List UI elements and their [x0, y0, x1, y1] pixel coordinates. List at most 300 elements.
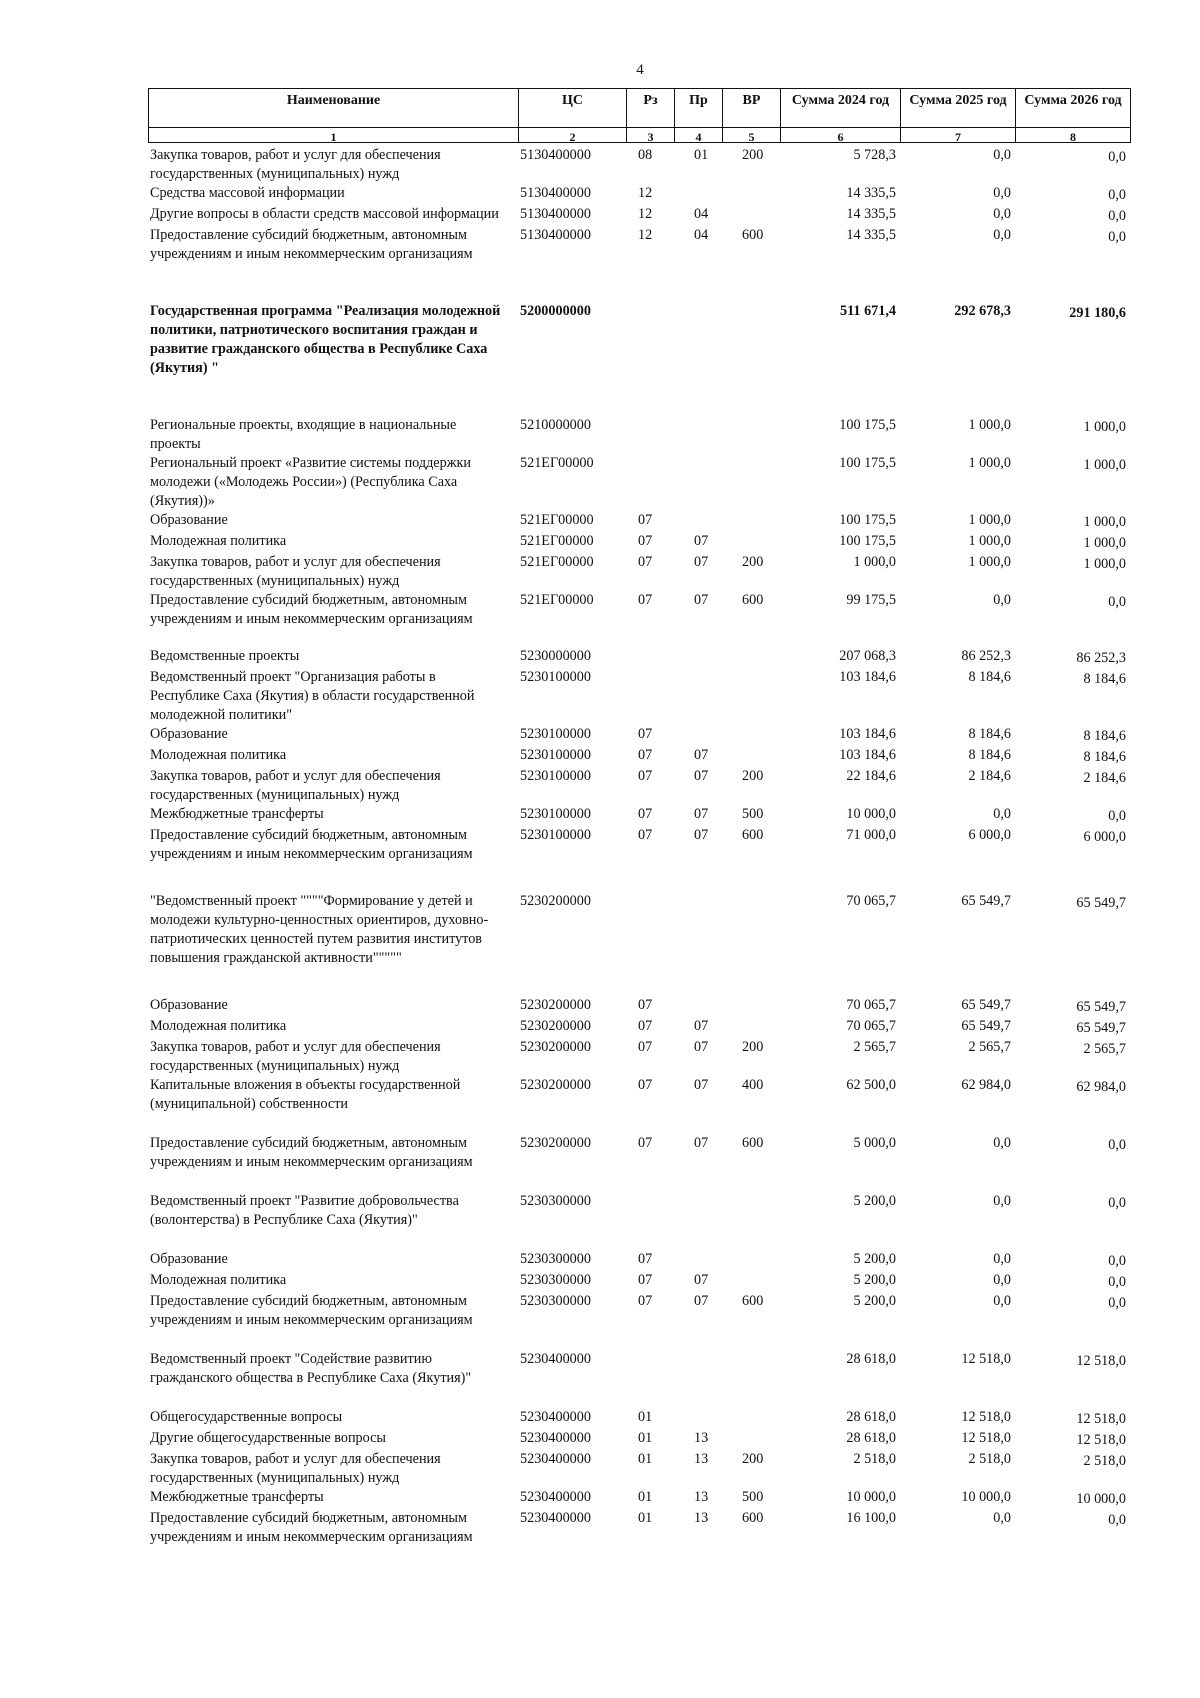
row-vr-code: [722, 996, 780, 1017]
row-vr-code: [722, 302, 780, 416]
row-sum-2024: 10 000,0: [846, 806, 896, 822]
table-row: [148, 1271, 1130, 1292]
row-sum-2025: 0,0: [993, 227, 1011, 243]
row-pr-code: [674, 996, 722, 1017]
col-number: 3: [627, 128, 675, 143]
row-cs-code: 5230200000: [520, 1135, 591, 1151]
row-sum-2025: 1 000,0: [968, 533, 1011, 549]
row-rz-code: [626, 454, 674, 511]
row-sum-2024: 5 200,0: [853, 1193, 896, 1209]
row-pr-code: [674, 416, 722, 454]
row-name: Государственная программа "Реализация молодежной политики, патриотического воспитания граждан и развитие гражданского общества в Республике Саха (Якутия) ": [150, 303, 501, 376]
row-vr-code: 400: [742, 1077, 764, 1093]
row-sum-2024: 28 618,0: [846, 1409, 896, 1425]
row-vr-code: [722, 1429, 780, 1450]
row-sum-2024: 5 200,0: [853, 1251, 896, 1267]
row-sum-2024: 2 518,0: [853, 1451, 896, 1467]
col-header-rz: Рз: [627, 89, 675, 128]
row-rz-code: 07: [638, 533, 653, 549]
col-header-name: Наименование: [149, 89, 519, 128]
row-rz-code: 12: [638, 227, 653, 243]
row-pr-code: 07: [694, 1018, 709, 1034]
row-sum-2025: 65 549,7: [961, 893, 1011, 909]
row-sum-2025: 2 518,0: [968, 1451, 1011, 1467]
row-sum-2025: 0,0: [993, 147, 1011, 163]
row-cs-code: 5210000000: [520, 417, 591, 433]
row-sum-2026: 12 518,0: [1076, 1353, 1126, 1369]
row-pr-code: [674, 302, 722, 416]
table-row: [148, 454, 1130, 511]
table-row: [148, 1429, 1130, 1450]
row-vr-code: 500: [742, 806, 764, 822]
row-pr-code: 04: [694, 206, 709, 222]
row-pr-code: [674, 647, 722, 668]
row-sum-2025: 8 184,6: [968, 669, 1011, 685]
row-rz-code: [626, 416, 674, 454]
table-row: [148, 591, 1130, 647]
row-rz-code: [626, 1192, 674, 1250]
row-cs-code: 5230200000: [520, 997, 591, 1013]
row-sum-2025: 12 518,0: [961, 1430, 1011, 1446]
row-vr-code: [722, 454, 780, 511]
row-cs-code: 5230300000: [520, 1251, 591, 1267]
row-name: Ведомственный проект "Развитие добровольчества (волонтерства) в Республике Саха (Якутия)": [150, 1193, 459, 1228]
row-sum-2026: 0,0: [1108, 808, 1126, 824]
row-rz-code: 08: [638, 147, 653, 163]
row-pr-code: 07: [694, 592, 709, 608]
table-row: [148, 1192, 1130, 1250]
col-header-cs: ЦС: [519, 89, 627, 128]
row-cs-code: 5130400000: [520, 147, 591, 163]
table-row: [148, 146, 1130, 184]
row-sum-2025: 12 518,0: [961, 1351, 1011, 1367]
row-sum-2026: 12 518,0: [1076, 1432, 1126, 1448]
col-number: 1: [149, 128, 519, 143]
row-rz-code: 07: [638, 1293, 653, 1309]
row-vr-code: [722, 647, 780, 668]
table-row: [148, 205, 1130, 226]
row-pr-code: 07: [694, 1293, 709, 1309]
row-name: Предоставление субсидий бюджетным, автономным учреждениям и иным некоммерческим организациям: [150, 827, 473, 862]
row-cs-code: 5230100000: [520, 806, 591, 822]
row-vr-code: 600: [742, 1135, 764, 1151]
row-sum-2024: 14 335,5: [846, 227, 896, 243]
table-row: [148, 1450, 1130, 1488]
col-header-vr: ВР: [723, 89, 781, 128]
row-pr-code: 04: [694, 227, 709, 243]
row-sum-2025: 0,0: [993, 806, 1011, 822]
row-name: Региональный проект «Развитие системы поддержки молодежи («Молодежь России») (Республика Саха (Якутия))»: [150, 455, 471, 509]
row-sum-2025: 1 000,0: [968, 512, 1011, 528]
row-name: Закупка товаров, работ и услуг для обеспечения государственных (муниципальных) нужд: [150, 1451, 441, 1486]
row-sum-2024: 22 184,6: [846, 768, 896, 784]
row-sum-2024: 511 671,4: [840, 303, 896, 319]
row-sum-2024: 14 335,5: [846, 206, 896, 222]
row-vr-code: [722, 205, 780, 226]
row-sum-2026: 8 184,6: [1083, 671, 1126, 687]
row-pr-code: [674, 184, 722, 205]
table-row: [148, 184, 1130, 205]
table-row: [148, 1509, 1130, 1547]
row-pr-code: [674, 1408, 722, 1429]
row-sum-2025: 0,0: [993, 1135, 1011, 1151]
row-sum-2026: 8 184,6: [1083, 728, 1126, 744]
row-sum-2025: 0,0: [993, 592, 1011, 608]
row-cs-code: 5230000000: [520, 648, 591, 664]
row-pr-code: 07: [694, 533, 709, 549]
row-pr-code: [674, 668, 722, 725]
row-name: Ведомственный проект "Организация работы в Республике Саха (Якутия) в области государственной молодежной политики": [150, 669, 475, 723]
table-row: [148, 511, 1130, 532]
row-rz-code: 07: [638, 827, 653, 843]
row-pr-code: 07: [694, 806, 709, 822]
row-sum-2025: 0,0: [993, 1193, 1011, 1209]
row-sum-2024: 62 500,0: [846, 1077, 896, 1093]
row-cs-code: 5230300000: [520, 1293, 591, 1309]
table-header: [148, 88, 1131, 143]
row-sum-2024: 28 618,0: [846, 1430, 896, 1446]
row-cs-code: 521ЕГ00000: [520, 455, 594, 471]
row-name: Предоставление субсидий бюджетным, автономным учреждениям и иным некоммерческим организациям: [150, 1293, 473, 1328]
row-sum-2024: 5 200,0: [853, 1272, 896, 1288]
row-sum-2026: 2 184,6: [1083, 770, 1126, 786]
row-vr-code: 200: [742, 1451, 764, 1467]
row-sum-2025: 10 000,0: [961, 1489, 1011, 1505]
row-pr-code: 07: [694, 1039, 709, 1055]
page-number: 4: [636, 62, 644, 78]
row-name: Общегосударственные вопросы: [150, 1409, 343, 1425]
row-vr-code: [722, 668, 780, 725]
row-sum-2025: 0,0: [993, 1272, 1011, 1288]
col-number: 2: [519, 128, 627, 143]
row-name: Закупка товаров, работ и услуг для обеспечения государственных (муниципальных) нужд: [150, 554, 441, 589]
col-header-sum-2024: Сумма 2024 год: [781, 89, 901, 128]
row-name: Предоставление субсидий бюджетным, автономным учреждениям и иным некоммерческим организациям: [150, 227, 473, 262]
row-sum-2026: 1 000,0: [1083, 457, 1126, 473]
row-cs-code: 5230200000: [520, 893, 591, 909]
row-sum-2024: 103 184,6: [839, 669, 896, 685]
row-rz-code: 12: [638, 206, 653, 222]
table-row: [148, 1250, 1130, 1271]
table-row: [148, 746, 1130, 767]
row-sum-2024: 10 000,0: [846, 1489, 896, 1505]
row-name: Молодежная политика: [150, 1018, 287, 1034]
row-sum-2026: 0,0: [1108, 594, 1126, 610]
row-name: Предоставление субсидий бюджетным, автономным учреждениям и иным некоммерческим организациям: [150, 592, 473, 627]
row-pr-code: 13: [694, 1510, 709, 1526]
row-sum-2024: 100 175,5: [839, 417, 896, 433]
row-sum-2025: 0,0: [993, 1293, 1011, 1309]
row-sum-2026: 1 000,0: [1083, 419, 1126, 435]
row-pr-code: [674, 454, 722, 511]
table-row: [148, 1408, 1130, 1429]
row-sum-2025: 0,0: [993, 185, 1011, 201]
row-sum-2024: 100 175,5: [839, 455, 896, 471]
row-rz-code: 07: [638, 554, 653, 570]
row-sum-2026: 2 518,0: [1083, 1453, 1126, 1469]
row-vr-code: [722, 1192, 780, 1250]
row-rz-code: 07: [638, 997, 653, 1013]
row-vr-code: [722, 1350, 780, 1408]
row-sum-2026: 65 549,7: [1076, 895, 1126, 911]
table-row: [148, 668, 1130, 725]
row-vr-code: [722, 184, 780, 205]
table-row: [148, 416, 1130, 454]
row-sum-2026: 1 000,0: [1083, 514, 1126, 530]
row-sum-2025: 0,0: [993, 1251, 1011, 1267]
row-sum-2024: 5 000,0: [853, 1135, 896, 1151]
row-vr-code: [722, 1408, 780, 1429]
row-sum-2025: 2 565,7: [968, 1039, 1011, 1055]
row-rz-code: 07: [638, 1018, 653, 1034]
table-row: [148, 725, 1130, 746]
row-cs-code: 5230200000: [520, 1039, 591, 1055]
row-cs-code: 5230400000: [520, 1451, 591, 1467]
table-row: [148, 892, 1130, 996]
row-cs-code: 521ЕГ00000: [520, 512, 594, 528]
row-sum-2024: 70 065,7: [846, 1018, 896, 1034]
row-name: Молодежная политика: [150, 747, 287, 763]
row-cs-code: 5130400000: [520, 185, 591, 201]
row-vr-code: [722, 511, 780, 532]
table-row: [148, 226, 1130, 302]
row-vr-code: [722, 746, 780, 767]
row-pr-code: [674, 1350, 722, 1408]
row-name: Образование: [150, 1251, 228, 1267]
row-sum-2024: 1 000,0: [853, 554, 896, 570]
row-sum-2025: 1 000,0: [968, 417, 1011, 433]
row-name: Другие общегосударственные вопросы: [150, 1430, 386, 1446]
row-pr-code: 07: [694, 554, 709, 570]
row-vr-code: [722, 416, 780, 454]
row-sum-2024: 103 184,6: [839, 747, 896, 763]
row-name: Межбюджетные трансферты: [150, 1489, 324, 1505]
table-row: [148, 532, 1130, 553]
row-cs-code: 521ЕГ00000: [520, 554, 594, 570]
row-pr-code: [674, 725, 722, 746]
row-sum-2024: 207 068,3: [839, 648, 896, 664]
row-pr-code: 01: [694, 147, 709, 163]
table-row: [148, 1017, 1130, 1038]
col-number: 4: [675, 128, 723, 143]
row-pr-code: 07: [694, 827, 709, 843]
row-name: Образование: [150, 512, 228, 528]
row-cs-code: 5230400000: [520, 1489, 591, 1505]
row-rz-code: 01: [638, 1451, 653, 1467]
row-sum-2026: 10 000,0: [1076, 1491, 1126, 1507]
table-row: [148, 996, 1130, 1017]
row-sum-2025: 12 518,0: [961, 1409, 1011, 1425]
row-name: Закупка товаров, работ и услуг для обеспечения государственных (муниципальных) нужд: [150, 1039, 441, 1074]
row-vr-code: 200: [742, 1039, 764, 1055]
row-rz-code: [626, 668, 674, 725]
row-name: Закупка товаров, работ и услуг для обеспечения государственных (муниципальных) нужд: [150, 768, 441, 803]
row-vr-code: 200: [742, 147, 764, 163]
row-rz-code: 01: [638, 1409, 653, 1425]
row-vr-code: [722, 1250, 780, 1271]
col-number: 7: [901, 128, 1016, 143]
col-number: 5: [723, 128, 781, 143]
row-pr-code: 07: [694, 768, 709, 784]
row-rz-code: 01: [638, 1430, 653, 1446]
row-cs-code: 5230300000: [520, 1272, 591, 1288]
row-rz-code: 07: [638, 768, 653, 784]
row-cs-code: 5200000000: [520, 303, 591, 319]
row-sum-2026: 0,0: [1108, 187, 1126, 203]
table-row: [148, 1488, 1130, 1509]
row-sum-2024: 14 335,5: [846, 185, 896, 201]
row-sum-2026: 0,0: [1108, 208, 1126, 224]
row-rz-code: 07: [638, 1251, 653, 1267]
row-sum-2026: 0,0: [1108, 1137, 1126, 1153]
row-sum-2024: 2 565,7: [853, 1039, 896, 1055]
row-vr-code: 600: [742, 1510, 764, 1526]
row-vr-code: 600: [742, 592, 764, 608]
row-sum-2024: 5 200,0: [853, 1293, 896, 1309]
row-sum-2026: 0,0: [1108, 1253, 1126, 1269]
row-rz-code: [626, 1350, 674, 1408]
row-vr-code: 200: [742, 768, 764, 784]
row-cs-code: 5130400000: [520, 227, 591, 243]
row-sum-2026: 0,0: [1108, 229, 1126, 245]
row-name: Ведомственный проект "Содействие развитию гражданского общества в Республике Саха (Якутия)": [150, 1351, 472, 1386]
row-sum-2026: 86 252,3: [1076, 650, 1126, 666]
row-sum-2026: 291 180,6: [1069, 305, 1126, 321]
row-cs-code: 5230100000: [520, 669, 591, 685]
row-sum-2025: 1 000,0: [968, 554, 1011, 570]
row-name: Капитальные вложения в объекты государственной (муниципальной) собственности: [150, 1077, 461, 1112]
row-name: Предоставление субсидий бюджетным, автономным учреждениям и иным некоммерческим организациям: [150, 1510, 473, 1545]
row-sum-2025: 1 000,0: [968, 455, 1011, 471]
row-sum-2024: 100 175,5: [839, 512, 896, 528]
row-rz-code: 01: [638, 1489, 653, 1505]
row-vr-code: 600: [742, 227, 764, 243]
col-header-pr: Пр: [675, 89, 723, 128]
row-vr-code: [722, 532, 780, 553]
row-cs-code: 5230100000: [520, 747, 591, 763]
row-name: Образование: [150, 726, 228, 742]
row-name: Средства массовой информации: [150, 185, 345, 201]
row-sum-2025: 6 000,0: [968, 827, 1011, 843]
col-header-sum-2026: Сумма 2026 год: [1016, 89, 1131, 128]
row-sum-2026: 2 565,7: [1083, 1041, 1126, 1057]
row-sum-2025: 62 984,0: [961, 1077, 1011, 1093]
budget-table: [148, 146, 1130, 1547]
row-pr-code: 13: [694, 1451, 709, 1467]
row-cs-code: 5230400000: [520, 1430, 591, 1446]
row-cs-code: 521ЕГ00000: [520, 533, 594, 549]
row-pr-code: [674, 1250, 722, 1271]
row-vr-code: 600: [742, 1293, 764, 1309]
row-sum-2026: 0,0: [1108, 149, 1126, 165]
row-sum-2025: 292 678,3: [954, 303, 1011, 319]
row-sum-2025: 86 252,3: [961, 648, 1011, 664]
table-row: [148, 767, 1130, 805]
row-name: Ведомственные проекты: [150, 648, 300, 664]
row-sum-2026: 12 518,0: [1076, 1411, 1126, 1427]
row-vr-code: [722, 725, 780, 746]
row-vr-code: 200: [742, 554, 764, 570]
row-vr-code: 600: [742, 827, 764, 843]
row-vr-code: 500: [742, 1489, 764, 1505]
row-sum-2026: 65 549,7: [1076, 1020, 1126, 1036]
row-name: Другие вопросы в области средств массовой информации: [150, 206, 499, 222]
row-pr-code: 13: [694, 1489, 709, 1505]
row-pr-code: [674, 511, 722, 532]
row-sum-2026: 1 000,0: [1083, 535, 1126, 551]
row-cs-code: 5230200000: [520, 1018, 591, 1034]
row-rz-code: 07: [638, 1272, 653, 1288]
table-row: [148, 805, 1130, 826]
row-name: Предоставление субсидий бюджетным, автономным учреждениям и иным некоммерческим организациям: [150, 1135, 473, 1170]
row-sum-2026: 6 000,0: [1083, 829, 1126, 845]
row-cs-code: 521ЕГ00000: [520, 592, 594, 608]
row-pr-code: 07: [694, 1077, 709, 1093]
row-sum-2026: 1 000,0: [1083, 556, 1126, 572]
row-pr-code: 13: [694, 1430, 709, 1446]
row-name: Межбюджетные трансферты: [150, 806, 324, 822]
row-pr-code: 07: [694, 747, 709, 763]
col-number: 6: [781, 128, 901, 143]
row-name: Образование: [150, 997, 228, 1013]
row-sum-2025: 0,0: [993, 206, 1011, 222]
table-row: [148, 553, 1130, 591]
row-cs-code: 5230100000: [520, 827, 591, 843]
row-rz-code: 07: [638, 512, 653, 528]
row-sum-2025: 8 184,6: [968, 747, 1011, 763]
row-rz-code: 12: [638, 185, 653, 201]
row-rz-code: [626, 892, 674, 996]
row-rz-code: [626, 302, 674, 416]
row-sum-2024: 103 184,6: [839, 726, 896, 742]
row-rz-code: 07: [638, 747, 653, 763]
row-cs-code: 5230400000: [520, 1510, 591, 1526]
row-vr-code: [722, 892, 780, 996]
row-sum-2026: 0,0: [1108, 1512, 1126, 1528]
row-cs-code: 5230400000: [520, 1351, 591, 1367]
row-rz-code: [626, 647, 674, 668]
row-sum-2026: 0,0: [1108, 1295, 1126, 1311]
row-rz-code: 07: [638, 1135, 653, 1151]
row-sum-2026: 0,0: [1108, 1195, 1126, 1211]
row-sum-2025: 0,0: [993, 1510, 1011, 1526]
row-sum-2024: 28 618,0: [846, 1351, 896, 1367]
table-row: [148, 1134, 1130, 1192]
row-name: Молодежная политика: [150, 1272, 287, 1288]
row-cs-code: 5230100000: [520, 726, 591, 742]
row-sum-2026: 65 549,7: [1076, 999, 1126, 1015]
row-cs-code: 5130400000: [520, 206, 591, 222]
row-sum-2024: 5 728,3: [853, 147, 896, 163]
row-sum-2024: 16 100,0: [846, 1510, 896, 1526]
row-cs-code: 5230100000: [520, 768, 591, 784]
row-cs-code: 5230400000: [520, 1409, 591, 1425]
row-sum-2024: 100 175,5: [839, 533, 896, 549]
table-row: [148, 1292, 1130, 1350]
table-row: [148, 1350, 1130, 1408]
row-pr-code: [674, 892, 722, 996]
table-row: [148, 1076, 1130, 1134]
row-pr-code: 07: [694, 1272, 709, 1288]
row-sum-2025: 65 549,7: [961, 1018, 1011, 1034]
table-row: [148, 647, 1130, 668]
row-rz-code: 01: [638, 1510, 653, 1526]
row-cs-code: 5230200000: [520, 1077, 591, 1093]
row-name: Молодежная политика: [150, 533, 287, 549]
row-rz-code: 07: [638, 1039, 653, 1055]
row-vr-code: [722, 1271, 780, 1292]
row-sum-2025: 8 184,6: [968, 726, 1011, 742]
